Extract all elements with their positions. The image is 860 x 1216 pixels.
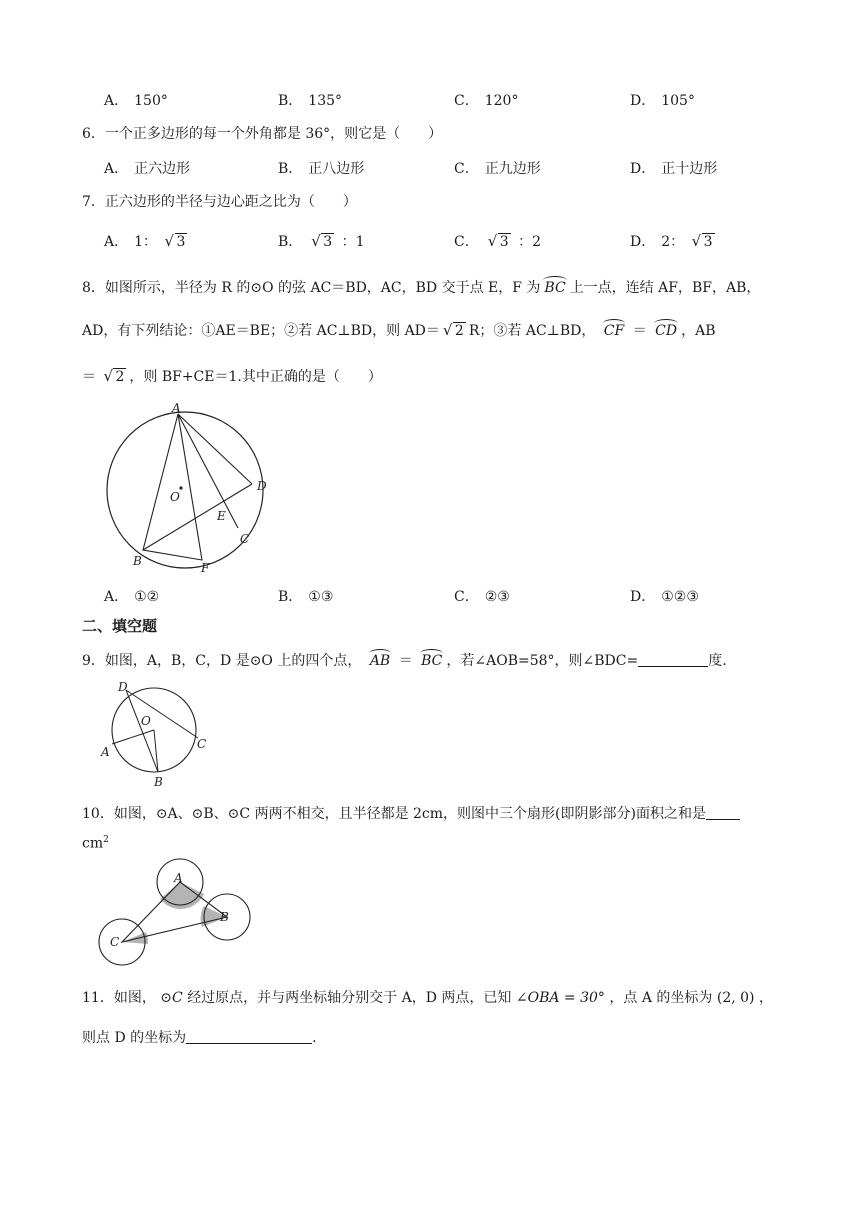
q8-option-a: A． ①②: [104, 589, 160, 605]
q9-label-o: O: [141, 714, 151, 728]
q10-label-a: A: [174, 871, 183, 885]
q8-option-b: B． ①③: [278, 589, 334, 605]
q5-option-a: A． 150°: [104, 93, 168, 109]
q9-chord-db: [126, 690, 158, 772]
q10-line-2: $cm^2$: [82, 835, 109, 852]
q10-answer-blank[interactable]: [706, 805, 740, 820]
q8-line-1: 8．如图所示，半径为 R 的⊙O 的弦 AC＝BD，AC，BD 交于点 E，F 为 BC 上一点，连结 AF，BF，AB，: [82, 277, 760, 297]
q8-option-c: C． ②③: [454, 589, 510, 605]
q8-line-2: AD，有下列结论：①AE＝BE；②若 AC⊥BD，则 AD＝√ 2 R；③若 AC⊥BD， CF ＝ CD ，AB: [82, 320, 715, 340]
q8-chord-ad: [178, 414, 252, 484]
q6-option-a: A． 正六边形: [104, 161, 191, 177]
q5-option-c: C． 120°: [454, 93, 519, 109]
label-a: A: [172, 401, 181, 415]
q10-label-c: C: [110, 935, 120, 949]
q5-option-d: D． 105°: [630, 93, 695, 109]
q8-option-d: D． ①②③: [630, 589, 699, 605]
q7-options: [104, 231, 744, 251]
section-heading-fill-in: 二、填空题: [82, 617, 158, 635]
q9-radius-oa: [112, 730, 154, 744]
q7-stem: 7．正六边形的半径与边心距之比为（ ）: [82, 194, 357, 210]
q8-line-3: ＝ √ 2 ，则 BF+CE＝1.其中正确的是（ ）: [82, 366, 382, 386]
q11-line-2: 则点 D 的坐标为 .: [82, 1030, 317, 1046]
label-b: B: [133, 554, 142, 568]
label-e: E: [217, 509, 226, 523]
q9-figure: [98, 678, 218, 790]
q10-figure: [98, 858, 258, 970]
q11-line-1: 11．如图， ⊙C 经过原点，并与两坐标轴分别交于 A，D 两点，已知 ∠OBA = 30° ，点 A 的坐标为 (2, 0) ，: [82, 990, 773, 1006]
q7-option-c: C．√ 3 ：2: [454, 231, 541, 251]
q11-answer-blank[interactable]: [186, 1029, 312, 1044]
q9-label-d: D: [118, 680, 128, 694]
arc-bc: BC: [544, 277, 565, 296]
arc-ab: AB: [370, 650, 390, 669]
q9-label-c: C: [197, 737, 207, 751]
arc-cf: CF: [604, 320, 624, 339]
q5-options: [104, 90, 744, 110]
label-o: O: [170, 490, 180, 504]
q6-options: [104, 158, 744, 178]
q9-label-b: B: [154, 775, 163, 789]
q8-figure: [100, 398, 280, 578]
q5-option-b: B． 135°: [278, 93, 343, 109]
label-d: D: [257, 479, 267, 493]
q9-line: 9．如图，A，B，C，D 是⊙O 上的四个点， AB ＝ BC ，若∠AOB=58°，则∠BDC= 度.: [82, 650, 727, 670]
label-f: F: [201, 561, 210, 575]
q6-option-b: B． 正八边形: [278, 161, 365, 177]
q8-options: [104, 586, 744, 606]
q9-chord-dc: [126, 690, 198, 738]
label-c: C: [240, 532, 250, 546]
q8-center-point: [179, 486, 182, 489]
q6-option-c: C． 正九边形: [454, 161, 541, 177]
q7-option-b: B．√ 3 ：1: [278, 231, 365, 251]
arc-cd: CD: [655, 320, 677, 339]
q10-label-b: B: [220, 910, 229, 924]
q10-line-1: 10．如图，⊙A、⊙B、⊙C 两两不相交，且半径都是 2cm，则图中三个扇形(即阴影部分)面积之和是: [82, 803, 740, 823]
q8-triangle-abf: [143, 414, 202, 560]
q8-chord-bd: [143, 484, 252, 550]
q9-answer-blank[interactable]: [638, 652, 708, 667]
arc-bc-q9: BC: [421, 650, 442, 669]
q6-option-d: D． 正十边形: [630, 161, 718, 177]
q6-stem: 6．一个正多边形的每一个外角都是 36°，则它是（ ）: [82, 126, 443, 142]
q9-label-a: A: [101, 745, 110, 759]
q7-option-d: D． 2： √ 3: [630, 231, 718, 251]
q7-option-a: A． 1： √ 3: [104, 231, 190, 251]
